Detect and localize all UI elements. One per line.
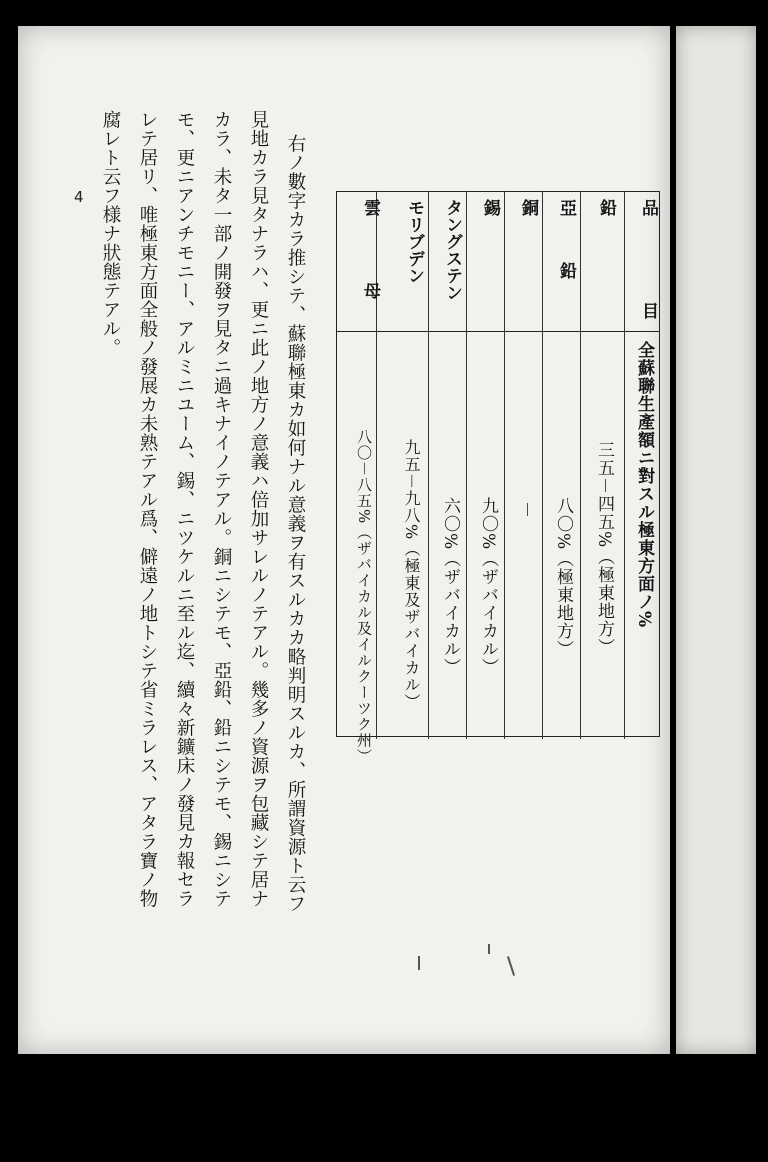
- scan-speck: [418, 956, 420, 970]
- column-separator: [624, 191, 625, 739]
- column-separator: [466, 191, 467, 739]
- body-text-line: 見地カラ見タナラハ、更ニ此ノ地方ノ意義ハ倍加サレルノテアル。幾多ノ資源ヲ包藏シテ居ナ: [248, 110, 269, 908]
- body-text-line: カラ、未タ一部ノ開發ヲ見タニ過キナイノテアル。銅ニシテモ、亞鉛、鉛ニシテモ、錫ニシテ: [211, 110, 232, 908]
- body-text-line: レテ居リ、唯極東方面全般ノ發展カ未熟テアル爲、僻遠ノ地トシテ省ミラレス、アタラ寶ノ物: [137, 110, 158, 908]
- production-table: [336, 191, 662, 765]
- table-row-item: 雲 母: [360, 199, 380, 329]
- scan-speck: [507, 956, 515, 976]
- column-separator: [428, 191, 429, 739]
- scan-speck: [488, 944, 490, 954]
- document-page: [18, 26, 670, 1054]
- column-separator: [542, 191, 543, 739]
- table-row-item: 銅: [518, 199, 538, 218]
- table-row-value: －: [516, 501, 536, 519]
- table-row-item: 亞 鉛: [556, 199, 576, 299]
- table-row-value: 六〇%（ザバイカル）: [440, 497, 460, 677]
- table-header-item: 品 目: [638, 199, 658, 359]
- table-row-item: モリブデン: [404, 199, 424, 284]
- column-separator: [580, 191, 581, 739]
- table-row-value: 三五－四五%（極東地方）: [594, 441, 614, 657]
- page-number: 4: [74, 188, 84, 206]
- column-separator: [504, 191, 505, 739]
- table-row-item: 鉛: [596, 199, 616, 218]
- table-row-value: 八〇－八五%（ザバイカル及イルクーツク州）: [355, 429, 373, 765]
- body-text-line: 腐レト云フ様ナ狀態テアル。: [100, 110, 121, 357]
- table-header-value: 全蘇聯生產額ニ對スル極東方面ノ%: [634, 341, 654, 629]
- table-row-item: タングステン: [442, 199, 462, 301]
- table-row-value: 九〇%（ザバイカル）: [478, 497, 498, 677]
- table-row-value: 八〇%（極東地方）: [553, 497, 573, 659]
- body-text-line: モ、更ニアンチモニー、アルミニユーム、錫、ニツケルニ至ル迄、續々新鑛床ノ發見カ報セラ: [174, 110, 195, 908]
- table-row-item: 錫: [480, 199, 500, 218]
- body-text-line: 右ノ數字カラ推シテ、蘇聯極東カ如何ナル意義ヲ有スルカカ略判明スルカ、所謂資源ト云フ: [285, 134, 306, 913]
- adjacent-page-edge: [676, 26, 756, 1054]
- table-row-value: 九五－九八%（極東及ザバイカル）: [402, 439, 421, 711]
- table-header-divider: [336, 331, 660, 332]
